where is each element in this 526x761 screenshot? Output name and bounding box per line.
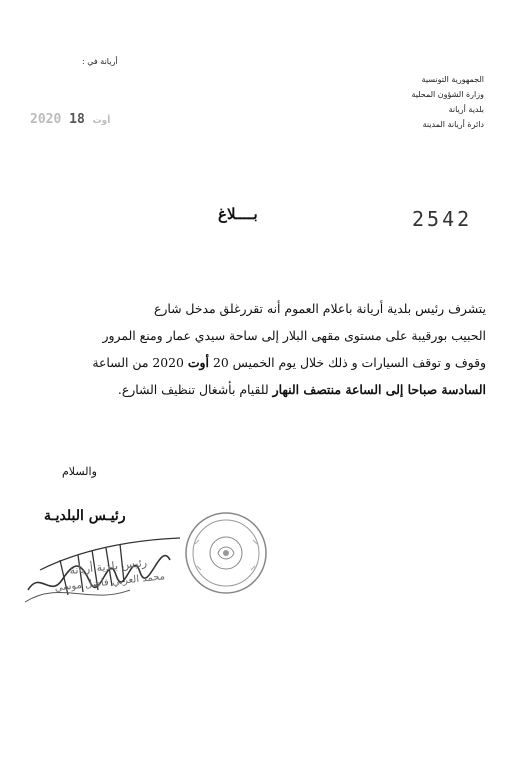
body-line-4-rest: للقيام بأشغال تنظيف الشارع. [117, 382, 269, 397]
date-stamp-day: 18 [69, 112, 85, 127]
letterhead-municipality: بلدية أريانة [448, 105, 484, 114]
signature-title: رئيـس البلديـة [44, 508, 126, 524]
municipal-seal-icon [183, 510, 269, 596]
date-stamp-month: أوت [92, 116, 111, 126]
letterhead [354, 72, 484, 132]
date-stamp [30, 112, 110, 127]
name-stamp-title: رئيس بلدية أريانة [68, 556, 148, 578]
letterhead-district: دائرة أريانة المدينة [422, 120, 484, 129]
letterhead-ministry: وزارة الشؤون المحلية [411, 90, 484, 99]
body-line-4-time: السادسة صباحا إلى الساعة منتصف النهار [272, 382, 486, 397]
body-line-4 [38, 376, 486, 403]
document-title: بــــلاغ [218, 205, 258, 223]
name-stamp-name: محمد العربي فاضل موسى [54, 571, 166, 594]
body-line-3-part-b: 2020 من الساعة [92, 355, 184, 370]
body-line-3 [38, 349, 486, 376]
body-line-3-month: أوت [187, 355, 209, 370]
reference-number: 2542 [412, 207, 473, 231]
body-line-2: الحبيب بورقيبة على مستوى مقهى البلار إلى ساحة سيدي عمار ومنع المرور [102, 328, 486, 343]
body-line-1: يتشرف رئيس بلدية أريانة باعلام العموم أنه تقررغلق مدخل شارع [153, 301, 486, 316]
date-stamp-year: 2020 [30, 112, 62, 127]
closing-greeting: والسلام [62, 465, 97, 478]
announcement-body [38, 295, 486, 403]
letterhead-republic: الجمهورية التونسية [421, 75, 484, 84]
place-date-label: أريانة في : [82, 57, 118, 66]
body-line-3-part-a: وقوف و توقف السيارات و ذلك خلال يوم الخميس 20 [212, 355, 486, 370]
